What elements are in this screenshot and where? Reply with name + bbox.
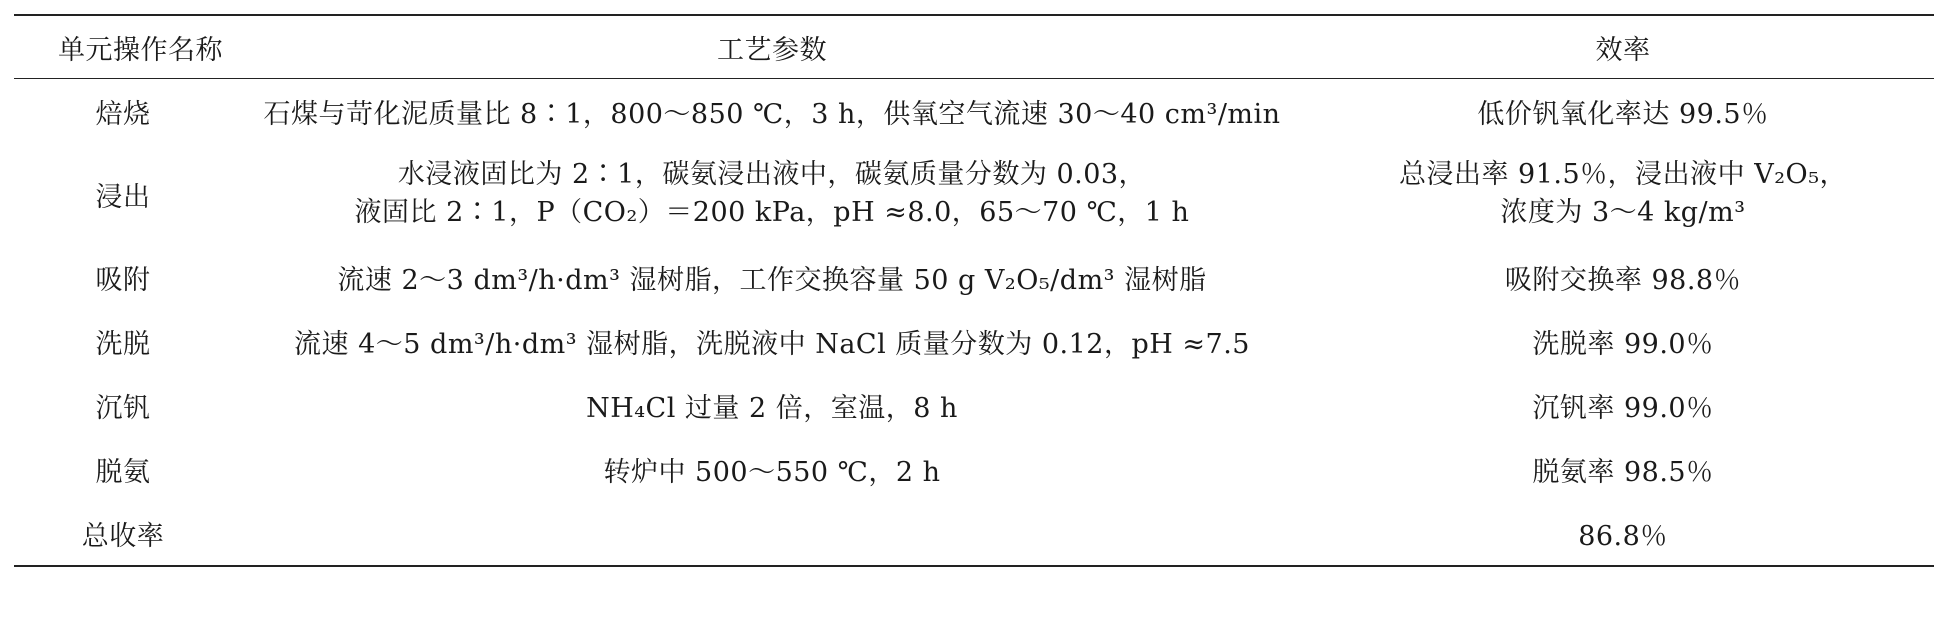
table-row <box>14 143 1934 245</box>
table-row <box>14 245 1934 309</box>
header-operation: 单元操作名称 <box>58 34 223 66</box>
cell-params: 石煤与苛化泥质量比 8∶1，800～850 ℃，3 h，供氧空气流速 30～40 cm³/min <box>263 98 1281 130</box>
cell-params: 转炉中 500～550 ℃，2 h <box>603 456 941 488</box>
cell-params <box>232 501 1312 566</box>
cell-efficiency: 低价钒氧化率达 99.5％ <box>1477 98 1769 130</box>
table-row <box>14 79 1934 144</box>
table-row <box>14 309 1934 373</box>
cell-operation: 浸出 <box>95 181 151 213</box>
cell-operation: 沉钒 <box>95 392 151 424</box>
table-row <box>14 373 1934 437</box>
cell-params: NH₄Cl 过量 2 倍，室温，8 h <box>586 392 958 424</box>
cell-params-line: 水浸液固比为 2∶1，碳氨浸出液中，碳氨质量分数为 0.03， <box>397 159 1147 190</box>
cell-efficiency: 洗脱率 99.0％ <box>1532 328 1714 360</box>
table-row <box>14 437 1934 501</box>
cell-operation: 总收率 <box>81 520 165 552</box>
cell-efficiency <box>1312 143 1934 245</box>
cell-params <box>232 143 1312 245</box>
cell-efficiency: 86.8％ <box>1578 520 1668 552</box>
table-row-total <box>14 501 1934 566</box>
cell-params: 流速 2～3 dm³/h·dm³ 湿树脂，工作交换容量 50 g V₂O₅/dm³ 湿树脂 <box>337 264 1207 296</box>
cell-operation: 焙烧 <box>95 98 151 130</box>
cell-efficiency-line: 浓度为 3～4 kg/m³ <box>1500 197 1746 228</box>
header-efficiency: 效率 <box>1595 34 1651 66</box>
header-params: 工艺参数 <box>717 34 827 66</box>
cell-efficiency: 脱氨率 98.5％ <box>1532 456 1714 488</box>
cell-operation: 洗脱 <box>95 328 151 360</box>
cell-operation: 脱氨 <box>95 456 151 488</box>
cell-params: 流速 4～5 dm³/h·dm³ 湿树脂，洗脱液中 NaCl 质量分数为 0.12，pH ≈7.5 <box>294 328 1250 360</box>
cell-efficiency-line: 总浸出率 91.5％，浸出液中 V₂O₅， <box>1398 159 1848 190</box>
cell-operation: 吸附 <box>95 264 151 296</box>
cell-efficiency: 沉钒率 99.0％ <box>1532 392 1714 424</box>
process-table <box>14 14 1934 567</box>
cell-efficiency: 吸附交换率 98.8％ <box>1504 264 1742 296</box>
cell-params-line: 液固比 2∶1，P（CO₂）＝200 kPa，pH ≈8.0，65～70 ℃，1 h <box>354 197 1190 228</box>
table-header-row <box>14 15 1934 79</box>
